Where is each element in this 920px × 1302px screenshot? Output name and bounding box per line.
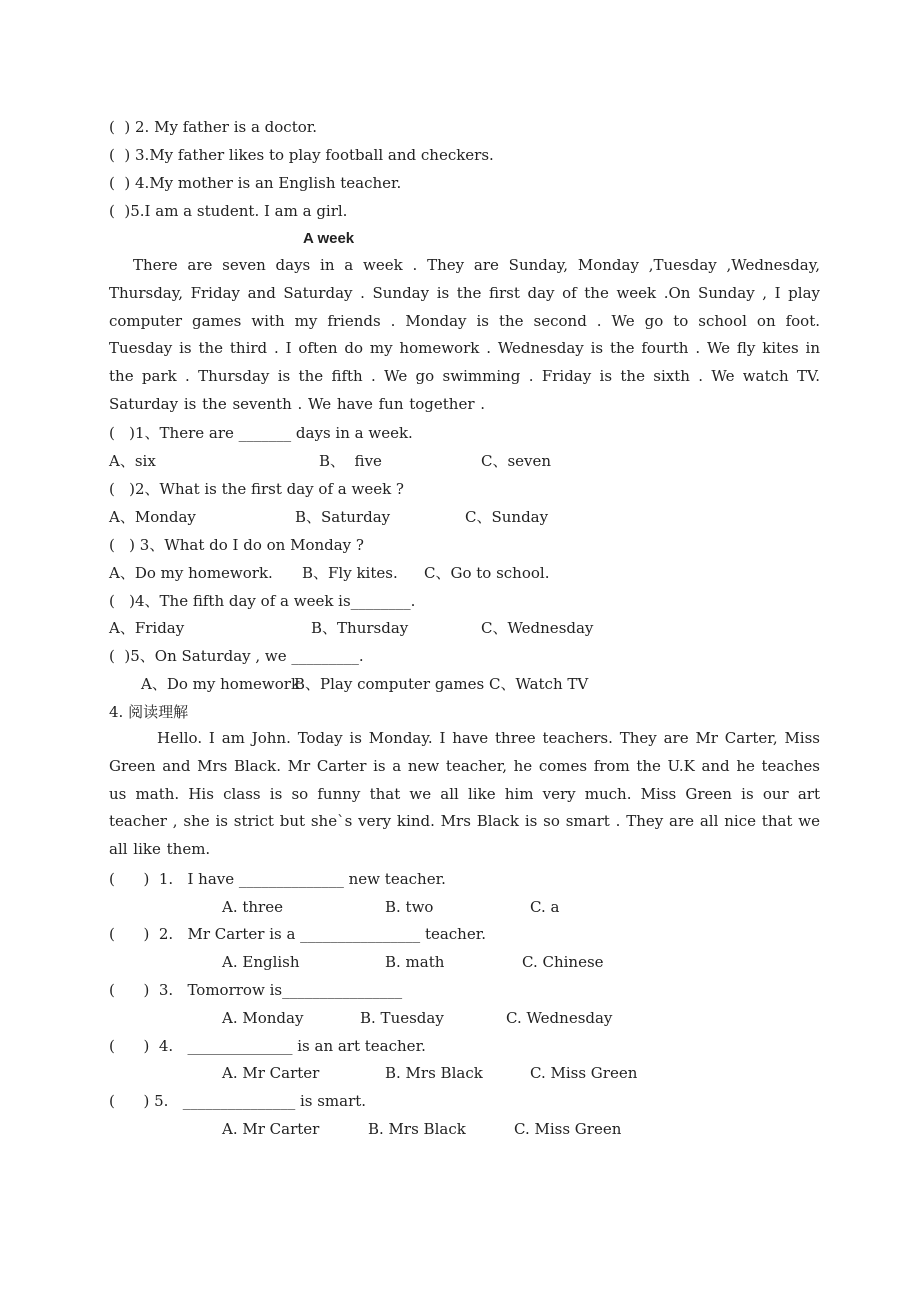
- reading-question-1: ( ) 1. I have ______________ new teacher.: [109, 870, 446, 888]
- week-q5-option-b: B、Play computer games: [294, 675, 485, 693]
- week-question-2: ( )2、What is the first day of a week ?: [109, 480, 404, 498]
- reading-question-2: ( ) 2. Mr Carter is a ________________ teacher.: [109, 925, 487, 943]
- reading-question-4: ( ) 4. ______________ is an art teacher.: [109, 1037, 426, 1055]
- reading-q3-option-b: B. Tuesday: [360, 1009, 444, 1027]
- week-q2-option-b: B、Saturday: [295, 508, 391, 526]
- reading-question-5: ( ) 5. _______________ is smart.: [109, 1092, 367, 1110]
- reading-passage: Hello. I am John. Today is Monday. I have three teachers. They are Mr Carter, Miss Green and Mrs Black. Mr Carter is a new teacher, he comes from the U.K and he teaches us math. His class is so funny that we all like him very much. Miss Green is our art teacher , she is strict but she`s very kind. Mrs Black is so smart . They are all nice that we all like them.: [109, 729, 820, 859]
- reading-q2-option-c: C. Chinese: [522, 953, 604, 971]
- week-q4-option-c: C、Wednesday: [481, 619, 594, 637]
- week-q3-option-a: A、Do my homework.: [109, 564, 273, 582]
- week-q1-option-b: B、 five: [319, 452, 382, 470]
- reading-q3-option-c: C. Wednesday: [506, 1009, 613, 1027]
- reading-q4-option-a: A. Mr Carter: [222, 1064, 320, 1082]
- reading-q5-option-a: A. Mr Carter: [222, 1120, 320, 1138]
- week-q1-option-c: C、seven: [481, 452, 552, 470]
- tf-item-5: ( )5.I am a student. I am a girl.: [109, 202, 348, 220]
- reading-q1-option-c: C. a: [530, 898, 560, 916]
- reading-question-3: ( ) 3. Tomorrow is________________: [109, 981, 403, 999]
- tf-item-3: ( ) 3.My father likes to play football and checkers.: [109, 146, 494, 164]
- reading-heading: 4. 阅读理解: [109, 703, 189, 721]
- reading-q4-option-c: C. Miss Green: [530, 1064, 638, 1082]
- week-q5-option-c: C、Watch TV: [489, 675, 589, 693]
- reading-q5-option-b: B. Mrs Black: [368, 1120, 466, 1138]
- week-question-1: ( )1、There are _______ days in a week.: [109, 424, 413, 442]
- week-q2-option-a: A、Monday: [109, 508, 196, 526]
- week-q4-option-b: B、Thursday: [311, 619, 409, 637]
- week-q1-option-a: A、six: [109, 452, 156, 470]
- tf-item-4: ( ) 4.My mother is an English teacher.: [109, 174, 402, 192]
- reading-q1-option-a: A. three: [222, 898, 283, 916]
- reading-q2-option-a: A. English: [222, 953, 300, 971]
- reading-q3-option-a: A. Monday: [222, 1009, 304, 1027]
- week-q2-option-c: C、Sunday: [465, 508, 549, 526]
- week-q4-option-a: A、Friday: [109, 619, 185, 637]
- reading-q1-option-b: B. two: [385, 898, 434, 916]
- reading-q5-option-c: C. Miss Green: [514, 1120, 622, 1138]
- week-passage: There are seven days in a week . They are Sunday, Monday ,Tuesday ,Wednesday, Thursday, Friday and Saturday . Sunday is the first day of the week .On Sunday , I play computer games with my friends . Monday is the second . We go to school on foot. Tuesday is the third . I often do my homework . Wednesday is the fourth . We fly kites in the park . Thursday is the fifth . We go swimming . Friday is the sixth . We watch TV. Saturday is the seventh . We have fun together .: [109, 256, 820, 413]
- week-question-4: ( )4、The fifth day of a week is________.: [109, 592, 416, 610]
- week-q5-option-a: A、Do my homework: [141, 675, 301, 693]
- reading-q4-option-b: B. Mrs Black: [385, 1064, 483, 1082]
- tf-item-2: ( ) 2. My father is a doctor.: [109, 118, 318, 136]
- week-q3-option-b: B、Fly kites.: [302, 564, 398, 582]
- week-q3-option-c: C、Go to school.: [424, 564, 550, 582]
- reading-q2-option-b: B. math: [385, 953, 445, 971]
- week-question-3: ( ) 3、What do I do on Monday ?: [109, 536, 364, 554]
- week-question-5: ( )5、On Saturday , we _________.: [109, 647, 364, 665]
- section-title-a-week: A week: [303, 230, 355, 247]
